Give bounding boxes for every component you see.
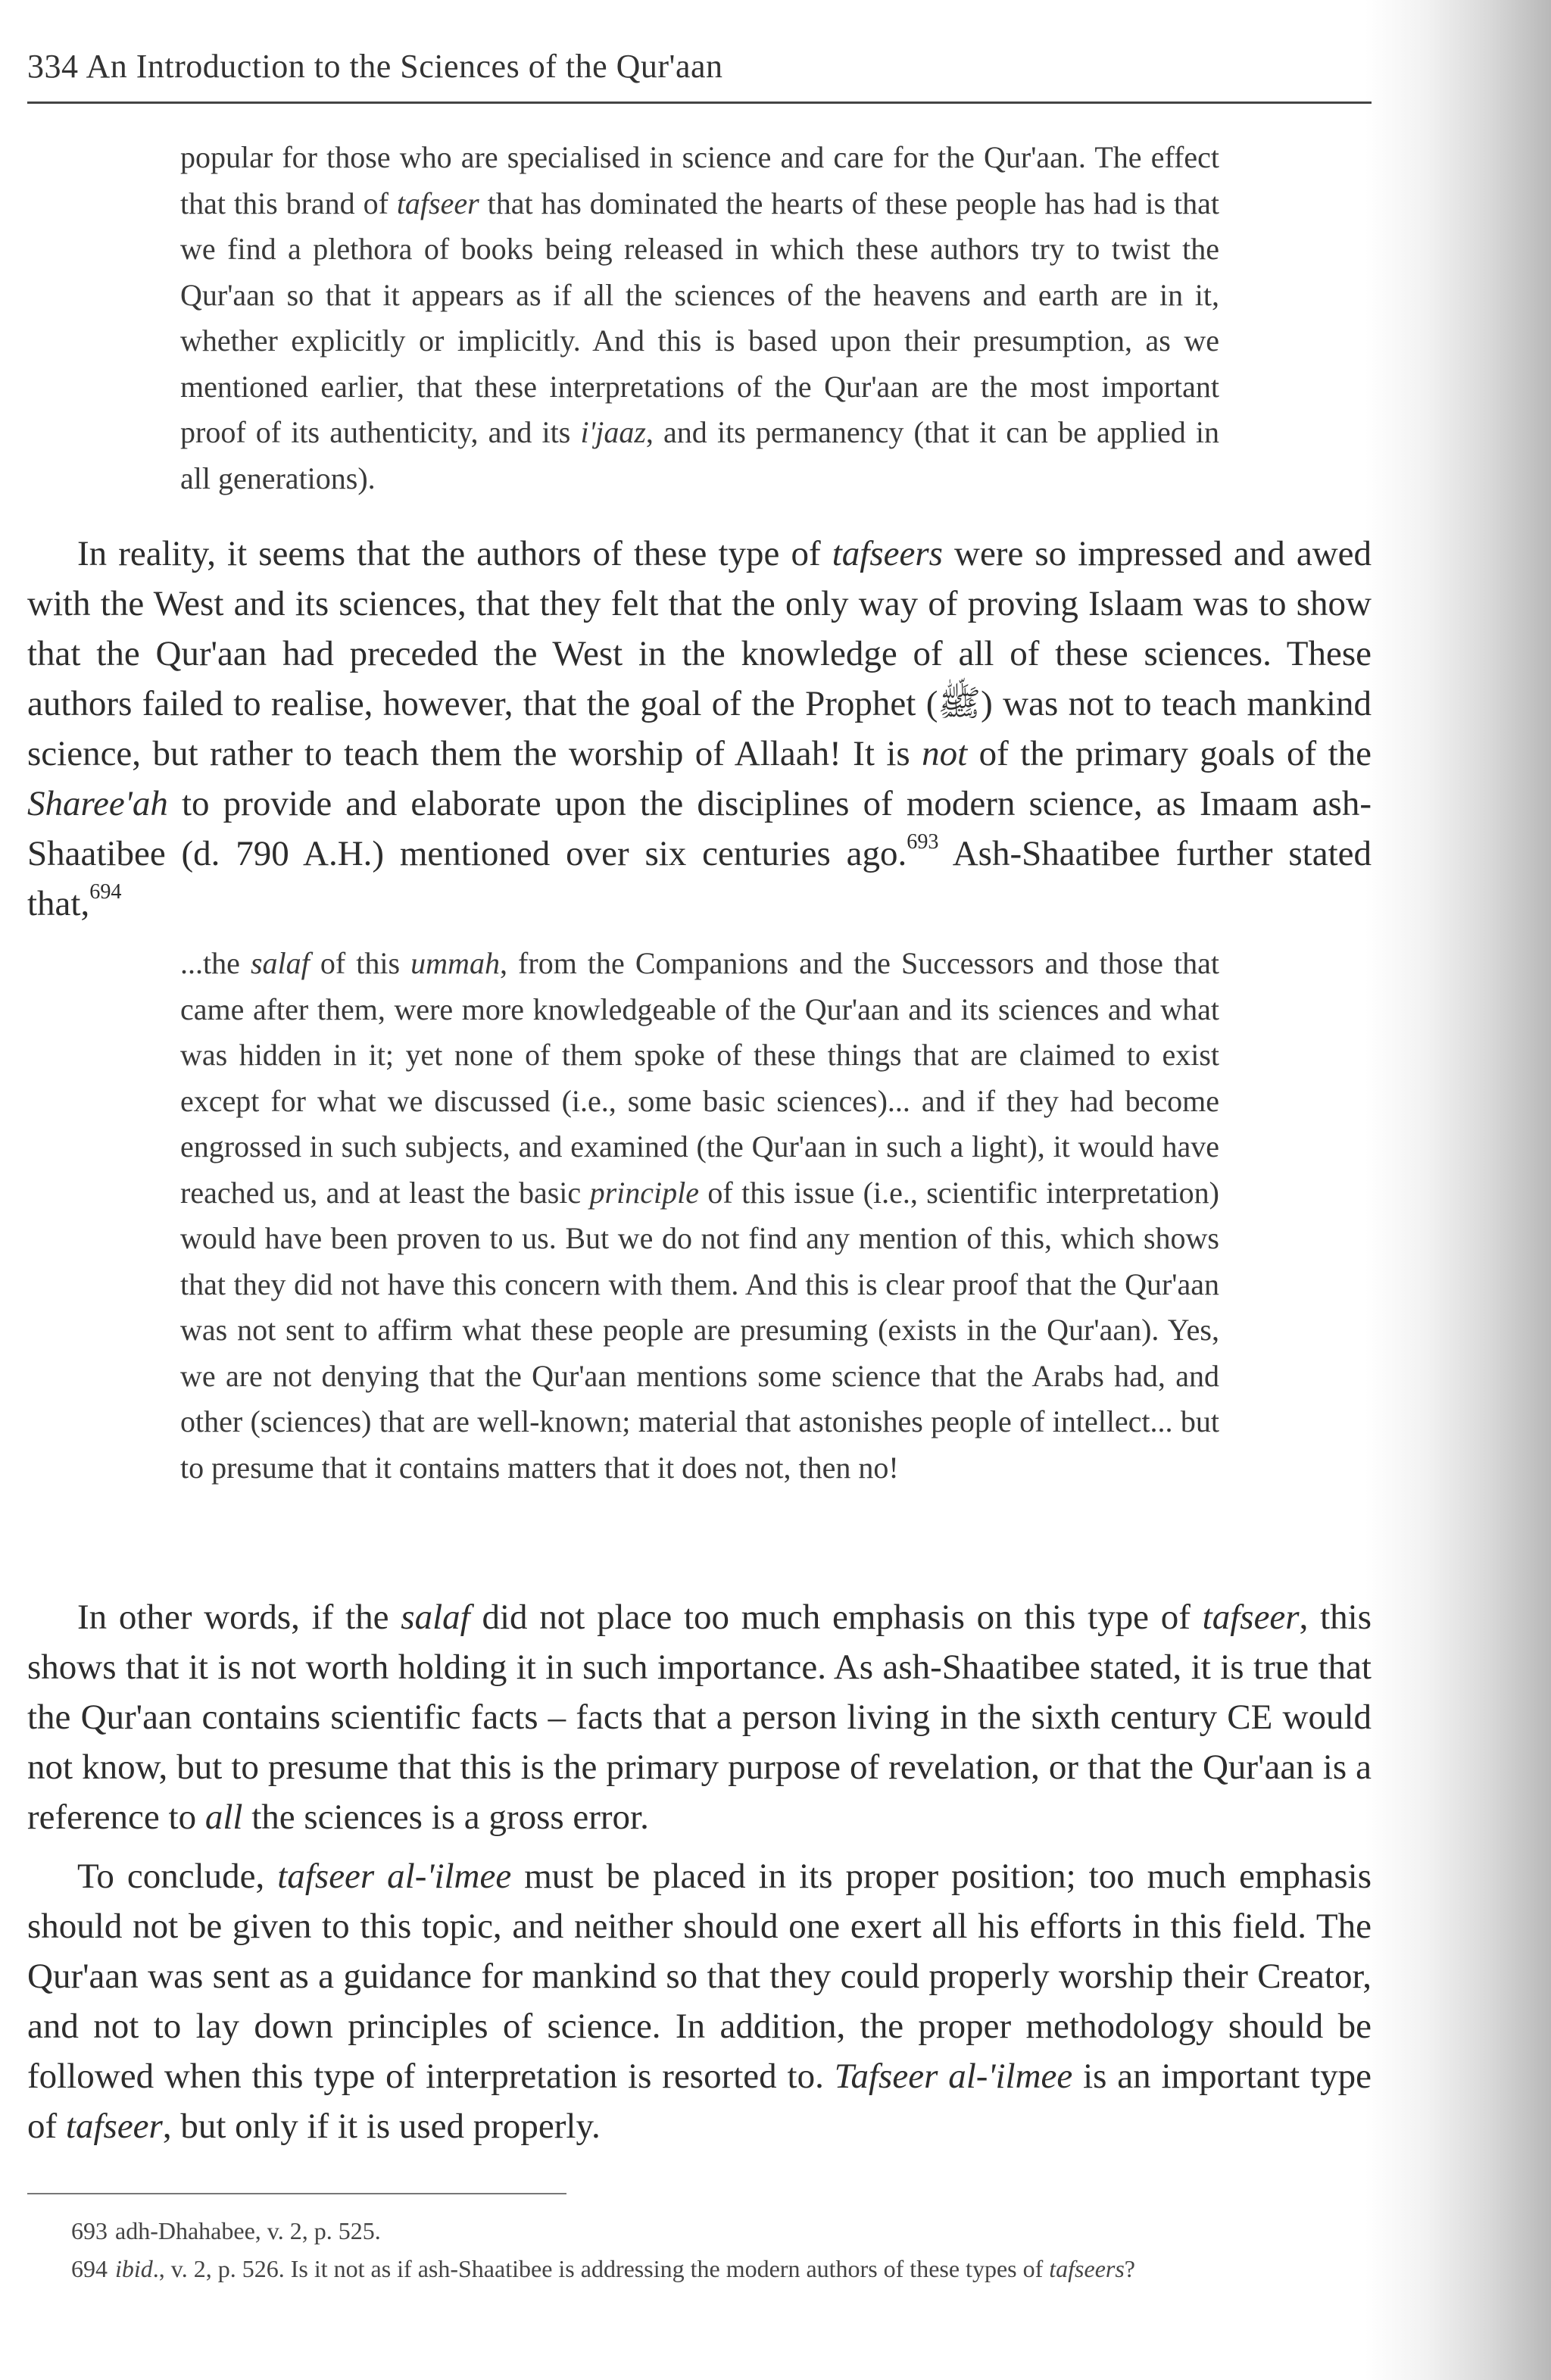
paragraph-in-other-words: In other words, if the salaf did not place too much emphasis on this type of tafseer, this shows that it is not worth holding it in such importance. As ash-Shaatibee stated, it is true that the Qur'aan contains scientific facts – facts that a person living in the sixth century CE would not know, but to presume that this is the primary purpose of revelation, or that the Qur'aan is a reference to all the sciences is a gross error. <box>27 1598 1372 1837</box>
paragraph-to-conclude: To conclude, tafseer al-'ilmee must be placed in its proper position; too much emphasis should not be given to this topic, and neither should one exert all his efforts in this field. The Qur'aan was sent as a guidance for mankind so that they could properly worship their Creator, and not to lay down principles of science. In addition, the proper methodology should be followed when this type of interpretation is resorted to. Tafseer al-'ilmee is an important type of tafseer, but only if it is used properly. <box>27 1857 1372 2146</box>
block-quote-shaatibee: ...the salaf of this ummah, from the Companions and the Successors and those that came after them, were more knowledgeable of the Qur'aan and its sciences and what was hidden in it; yet none of them spoke of these things that are claimed to exist except for what we discussed (i.e., some basic sciences)... and if they had become engrossed in such subjects, and examined (the Qur'aan in such a light), it would have reached us, and at least the basic principle of this issue (i.e., scientific interpretation) would have been proven to us. But we do not find any mention of this, which shows that they did not have this concern with them. And this is clear proof that the Qur'aan was not sent to affirm what these people are presuming (exists in the Qur'aan). Yes, we are not denying that the Qur'aan mentions some science that the Arabs had, and other (sciences) that are well-known; material that astonishes people of intellect... but to presume that it contains matters that it does not, then no! <box>180 946 1219 1485</box>
running-title: An Introduction to the Sciences of the Qur'aan <box>86 48 723 85</box>
footnote-ref-694[interactable]: 694 <box>89 879 122 904</box>
paragraph-in-reality: In reality, it seems that the authors of these type of tafseers were so impressed and awed with the West and its sciences, that they felt that the only way of proving Islaam was to show that the Qur'aan had preceded the West in the knowledge of all of these sciences. These authors failed to realise, however, that the goal of the Prophet (ﷺ) was not to teach mankind science, but rather to teach them the worship of Allaah! It is not of the primary goals of the Sharee'ah to provide and elaborate upon the disciplines of modern science, as Imaam ash-Shaatibee (d. 790 A.H.) mentioned over six centuries ago.$^{693}$ Ash-Shaatibee further stated that,$^{694}$ <box>27 534 1372 923</box>
footnotes <box>27 2212 1372 2288</box>
footnote-693: 693 adh-Dhahabee, v. 2, p. 525. <box>27 2212 1372 2250</box>
page-number: 334 <box>27 48 79 85</box>
footnote-number: 694 <box>71 2255 108 2282</box>
footnote-number: 693 <box>71 2217 108 2244</box>
footnote-rule <box>27 2193 566 2194</box>
running-header <box>27 47 1372 86</box>
footnote-694: 694 ibid., v. 2, p. 526. Is it not as if ash-Shaatibee is addressing the modern authors of these types of tafseers? <box>27 2250 1372 2288</box>
header-rule <box>27 102 1372 104</box>
block-quote-continued: popular for those who are specialised in science and care for the Qur'aan. The effect that this brand of tafseer that has dominated the hearts of these people has had is that we find a plethora of books being released in which these authors try to twist the Qur'aan so that it appears as if all the sciences of the heavens and earth are in it, whether explicitly or implicitly. And this is based upon their presumption, as we mentioned earlier, that these interpretations of the Qur'aan are the most important proof of its authenticity, and its i'jaaz, and its permanency (that it can be applied in all generations). <box>180 140 1220 495</box>
footnote-ref-693[interactable]: 693 <box>907 829 939 854</box>
